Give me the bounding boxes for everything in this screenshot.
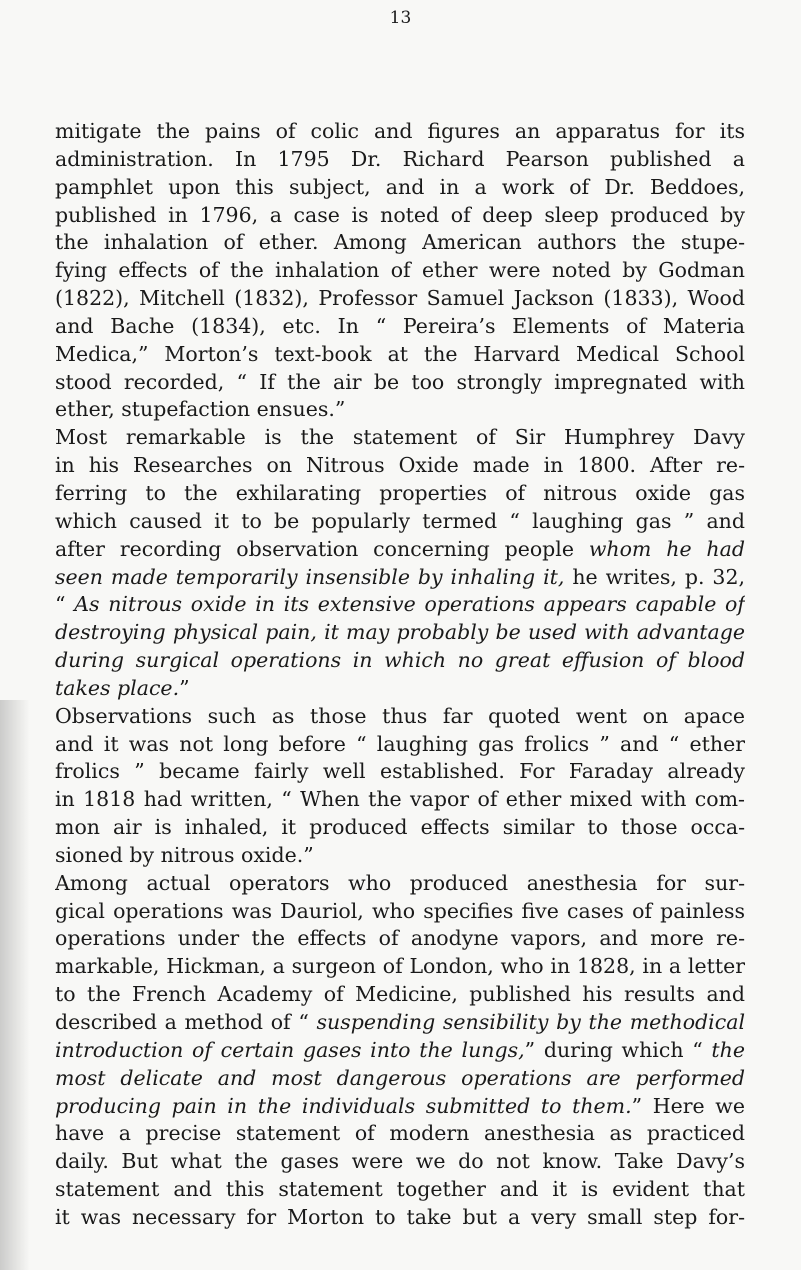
- text-line: [55, 870, 745, 898]
- text-line: [55, 898, 745, 926]
- body-text: [55, 118, 745, 1232]
- text-span: statement and this statement together and it is evident that: [55, 1177, 745, 1202]
- page-number: 13: [389, 8, 412, 28]
- text-line: [55, 369, 745, 397]
- text-span: published in 1796, a case is noted of deep sleep produced by: [55, 202, 745, 227]
- text-line: [55, 1065, 745, 1093]
- text-span: described a method of “: [55, 1010, 317, 1034]
- text-line: [55, 731, 745, 759]
- text-span: “: [55, 592, 75, 617]
- text-line: [55, 1120, 745, 1148]
- text-span: ferring to the exhilarating properties of nitrous oxide gas: [55, 480, 745, 505]
- text-line: [55, 1148, 745, 1176]
- text-span: Most remarkable is the statement of Sir Humphrey Davy: [55, 425, 745, 450]
- italic-text: takes place.: [55, 675, 180, 700]
- italic-text: As nitrous oxide in its extensive operations appears capable of: [74, 592, 745, 617]
- text-span: operations under the effects of anodyne vapors, and more re-: [55, 926, 745, 951]
- text-line: [55, 647, 745, 675]
- text-span: ” during which “: [524, 1037, 712, 1062]
- text-span: administration. In 1795 Dr. Richard Pearson published a: [55, 146, 745, 171]
- text-line: [55, 842, 745, 870]
- text-line: [55, 814, 745, 842]
- text-line: [55, 953, 745, 981]
- italic-text: introduction of certain gases into the lungs,: [55, 1037, 525, 1062]
- text-line: [55, 981, 745, 1009]
- text-line: [55, 758, 745, 786]
- text-span: Medica,” Morton’s text-book at the Harvard Medical School: [55, 341, 745, 366]
- text-line: [55, 675, 745, 703]
- text-line: [55, 925, 745, 953]
- text-span: stood recorded, “ If the air be too strongly impregnated with: [55, 369, 745, 394]
- text-line: [55, 619, 745, 647]
- text-span: gical operations was Dauriol, who specifies five cases of painless: [55, 898, 745, 923]
- text-span: mon air is inhaled, it produced effects similar to those occa-: [55, 815, 745, 840]
- text-span: Among actual operators who produced anesthesia for sur-: [55, 870, 745, 895]
- text-span: sioned by nitrous oxide.”: [55, 842, 314, 867]
- text-span: which caused it to be popularly termed “ laughing gas ” and: [55, 508, 745, 533]
- text-line: [55, 396, 745, 424]
- text-span: mitigate the pains of colic and figures an apparatus for its: [55, 119, 745, 143]
- italic-text: destroying physical pain, it may probably be used with advantage: [55, 620, 745, 645]
- text-line: [55, 146, 745, 174]
- text-line: [55, 1204, 745, 1232]
- text-span: (1822), Mitchell (1832), Professor Samuel Jackson (1833), Wood: [55, 286, 745, 311]
- text-span: and Bache (1834), etc. In “ Pereira’s Elements of Materia: [55, 313, 745, 338]
- text-span: ”: [179, 675, 190, 700]
- text-span: ether, stupefaction ensues.”: [55, 397, 346, 422]
- text-line: [55, 1176, 745, 1204]
- text-line: [55, 257, 745, 285]
- text-line: [55, 229, 745, 257]
- text-line: [55, 341, 745, 369]
- text-span: frolics ” became fairly well established. For Faraday already: [55, 759, 745, 784]
- text-span: after recording observation concerning people: [55, 536, 589, 561]
- text-span: daily. But what the gases were we do not know. Take Davy’s: [55, 1149, 745, 1174]
- text-span: in 1818 had written, “ When the vapor of ether mixed with com-: [55, 787, 745, 812]
- text-line: [55, 452, 745, 480]
- text-span: markable, Hickman, a surgeon of London, who in 1828, in a letter: [55, 954, 745, 979]
- italic-text: suspending sensibility by the methodical: [316, 1010, 745, 1034]
- text-span: in his Researches on Nitrous Oxide made in 1800. After re-: [55, 453, 745, 478]
- text-span: ” Here we: [631, 1093, 745, 1118]
- text-span: and it was not long before “ laughing gas frolics ” and “ ether: [55, 731, 745, 756]
- text-span: Observations such as those thus far quoted went on apace: [55, 703, 745, 728]
- text-line: [55, 703, 745, 731]
- text-line: [55, 424, 745, 452]
- text-line: [55, 1009, 745, 1037]
- text-line: [55, 1093, 745, 1121]
- text-line: [55, 174, 745, 202]
- text-line: [55, 480, 745, 508]
- text-line: [55, 536, 745, 564]
- text-span: to the French Academy of Medicine, published his results and: [55, 982, 745, 1007]
- text-span: fying effects of the inhalation of ether were noted by Godman: [55, 258, 745, 283]
- text-span: it was necessary for Morton to take but a very small step for-: [55, 1204, 745, 1229]
- text-span: pamphlet upon this subject, and in a work of Dr. Beddoes,: [55, 174, 745, 199]
- text-line: [55, 1037, 745, 1065]
- text-line: [55, 564, 745, 592]
- italic-text: whom he had: [588, 536, 745, 561]
- text-line: [55, 591, 745, 619]
- text-span: he writes, p. 32,: [564, 564, 745, 589]
- text-line: [55, 508, 745, 536]
- text-line: [55, 118, 745, 146]
- text-line: [55, 786, 745, 814]
- italic-text: during surgical operations in which no great effusion of blood: [55, 648, 745, 673]
- italic-text: most delicate and most dangerous operations are performed: [55, 1065, 745, 1090]
- italic-text: seen made temporarily insensible by inhaling it,: [55, 564, 565, 589]
- page-edge-shadow: [0, 700, 30, 1270]
- text-span: the inhalation of ether. Among American authors the stupe-: [55, 230, 745, 255]
- italic-text: the: [711, 1037, 745, 1062]
- italic-text: producing pain in the individuals submitted to them.: [55, 1093, 632, 1118]
- text-line: [55, 285, 745, 313]
- text-line: [55, 313, 745, 341]
- text-span: have a precise statement of modern anesthesia as practiced: [55, 1121, 745, 1146]
- text-line: [55, 202, 745, 230]
